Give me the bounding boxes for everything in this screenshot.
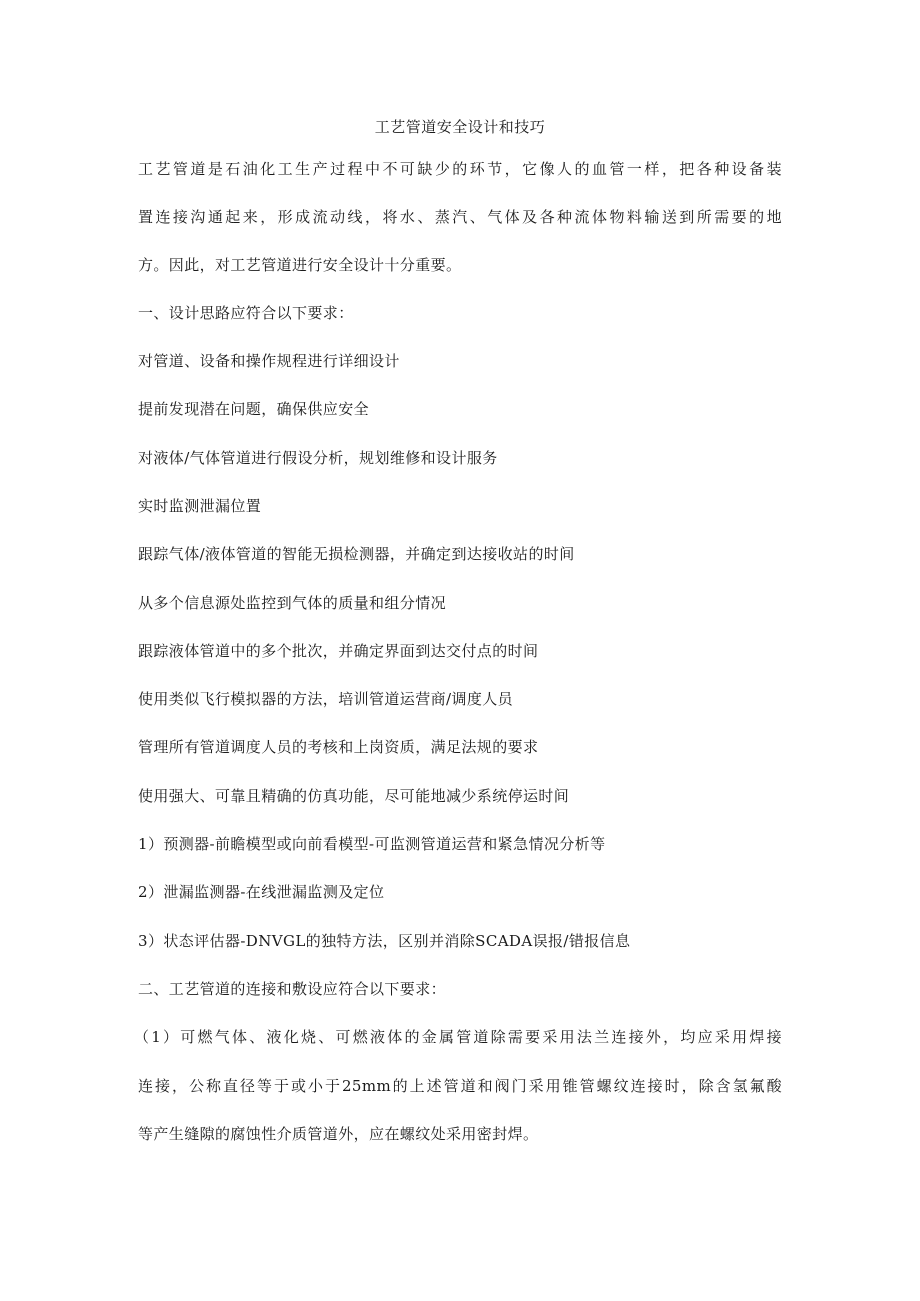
section1-item-2: 提前发现潜在问题，确保供应安全 (138, 400, 370, 418)
section1-item-12: 2）泄漏监测器-在线泄漏监测及定位 (138, 883, 385, 901)
section1-item-3: 对液体/气体管道进行假设分析，规划维修和设计服务 (138, 449, 498, 467)
intro-line-2: 置连接沟通起来，形成流动线，将水、蒸汽、气体及各种流体物料输送到所需要的地 (138, 208, 782, 226)
section1-heading: 一、设计思路应符合以下要求： (138, 304, 354, 322)
section1-item-8: 使用类似飞行模拟器的方法，培训管道运营商/调度人员 (138, 690, 514, 708)
section1-item-11: 1）预测器-前瞻模型或向前看模型-可监测管道运营和紧急情况分析等 (138, 835, 606, 853)
section1-item-10: 使用强大、可靠且精确的仿真功能，尽可能地减少系统停运时间 (138, 787, 570, 805)
section2-para-line-3: 等产生缝隙的腐蚀性介质管道外，应在螺纹处采用密封焊。 (138, 1125, 539, 1143)
section1-item-13: 3）状态评估器-DNVGL的独特方法，区别并消除SCADA误报/错报信息 (138, 932, 631, 950)
section1-item-7: 跟踪液体管道中的多个批次，并确定界面到达交付点的时间 (138, 642, 539, 660)
section1-item-5: 跟踪气体/液体管道的智能无损检测器，并确定到达接收站的时间 (138, 545, 575, 563)
section2-heading: 二、工艺管道的连接和敷设应符合以下要求： (138, 980, 447, 998)
intro-line-3: 方。因此，对工艺管道进行安全设计十分重要。 (138, 256, 462, 274)
section2-para-line-2: 连接，公称直径等于或小于25mm的上述管道和阀门采用锥管螺纹连接时，除含氢氟酸 (138, 1077, 782, 1095)
section2-para-line-1: （1）可燃气体、液化烧、可燃液体的金属管道除需要采用法兰连接外，均应采用焊接 (134, 1028, 782, 1046)
section1-item-9: 管理所有管道调度人员的考核和上岗资质，满足法规的要求 (138, 738, 539, 756)
section1-item-1: 对管道、设备和操作规程进行详细设计 (138, 352, 400, 370)
document-title: 工艺管道安全设计和技巧 (374, 118, 546, 136)
intro-line-1: 工艺管道是石油化工生产过程中不可缺少的环节，它像人的血管一样，把各种设备装 (138, 160, 782, 178)
section1-item-4: 实时监测泄漏位置 (138, 497, 262, 515)
section1-item-6: 从多个信息源处监控到气体的质量和组分情况 (138, 594, 447, 612)
